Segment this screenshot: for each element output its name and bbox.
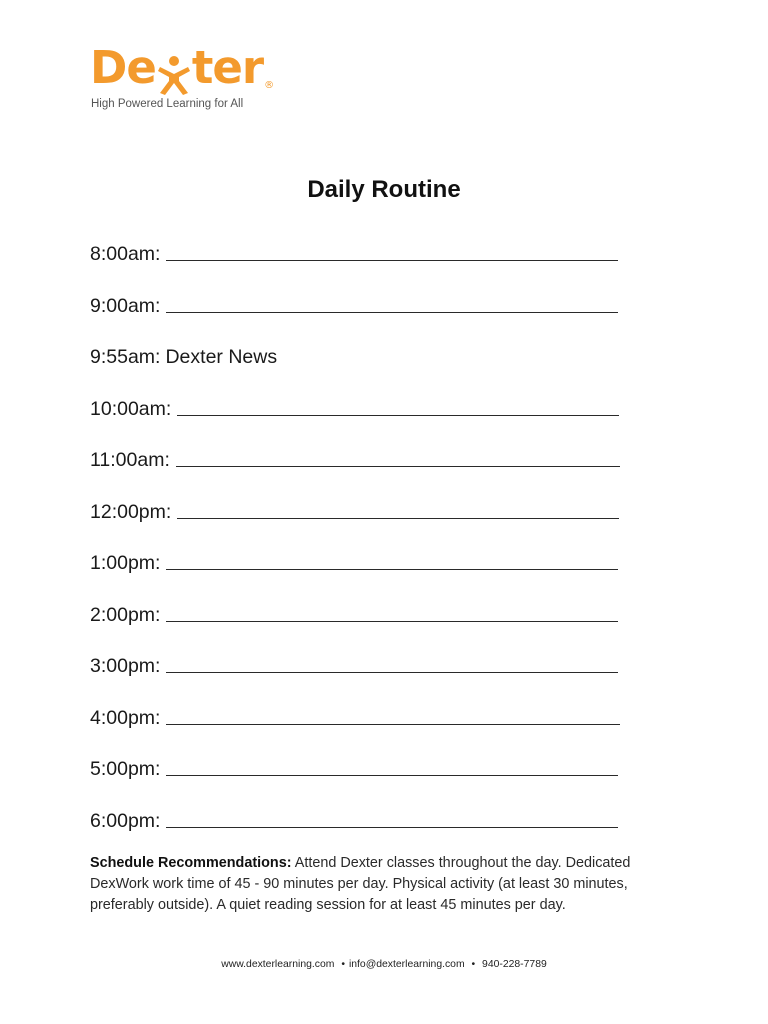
- routine-row: [90, 799, 650, 833]
- routine-time: 6:00pm:: [90, 809, 161, 832]
- routine-time: 5:00pm:: [90, 758, 161, 780]
- routine-blank-line[interactable]: [166, 672, 618, 673]
- routine-blank-line[interactable]: [177, 518, 619, 519]
- routine-time: 10:00am:: [90, 397, 172, 420]
- routine-row: [90, 541, 650, 575]
- routine-row: [90, 232, 650, 266]
- registered-mark: ®: [264, 80, 274, 91]
- routine-activity: Dexter News: [165, 346, 278, 368]
- schedule-recommendations: [90, 853, 690, 916]
- routine-row: [90, 696, 650, 730]
- routine-time: 9:55am:: [90, 346, 161, 368]
- routine-blank-line[interactable]: [166, 724, 620, 725]
- routine-row: [90, 284, 650, 318]
- routine-time: 9:00am:: [90, 294, 161, 317]
- routine-row: [90, 747, 650, 781]
- routine-time: 11:00am:: [90, 449, 170, 471]
- routine-row: [90, 644, 650, 678]
- logo-text-right: ter: [191, 41, 264, 94]
- footer-separator: •: [471, 959, 476, 970]
- tagline: High Powered Learning for All: [91, 98, 244, 110]
- routine-blank-line[interactable]: [166, 569, 618, 570]
- routine-list: [90, 232, 650, 850]
- logo-text-left: De: [90, 41, 156, 94]
- routine-row: [90, 335, 650, 369]
- routine-time: 1:00pm:: [90, 552, 161, 574]
- page-title: Daily Routine: [307, 176, 461, 203]
- routine-blank-line[interactable]: [166, 827, 618, 828]
- recommendations-lead: Schedule Recommendations:: [90, 855, 292, 871]
- logo-figure-icon: [157, 52, 191, 96]
- footer-website: www.dexterlearning.com: [221, 959, 335, 970]
- routine-row: [90, 387, 650, 421]
- routine-row: [90, 438, 650, 472]
- routine-time: 4:00pm:: [90, 706, 161, 729]
- routine-time: 3:00pm:: [90, 655, 161, 677]
- footer-separator: •: [341, 959, 345, 970]
- footer-email: info@dexterlearning.com: [348, 959, 465, 970]
- routine-row: [90, 490, 650, 524]
- routine-time: 12:00pm:: [90, 500, 172, 523]
- footer-contact: [0, 959, 768, 970]
- routine-blank-line[interactable]: [166, 312, 618, 313]
- logo-wordmark: [90, 40, 330, 96]
- footer-phone: 940-228-7789: [482, 959, 547, 970]
- routine-blank-line[interactable]: [166, 621, 618, 622]
- recommendations-body: Attend Dexter classes throughout the day. Dedicated DexWork work time of 45 - 90 minutes per day. Physical activity (at least 30 minutes, preferably outside). A quiet reading session for at least 45 minutes per day.: [90, 855, 631, 913]
- routine-time: 2:00pm:: [90, 603, 161, 626]
- dexter-logo: [90, 40, 330, 110]
- routine-time: 8:00am:: [90, 243, 161, 265]
- routine-row: [90, 593, 650, 627]
- routine-blank-line[interactable]: [176, 466, 620, 467]
- routine-blank-line[interactable]: [166, 775, 618, 776]
- routine-blank-line[interactable]: [177, 415, 619, 416]
- routine-blank-line[interactable]: [166, 260, 618, 261]
